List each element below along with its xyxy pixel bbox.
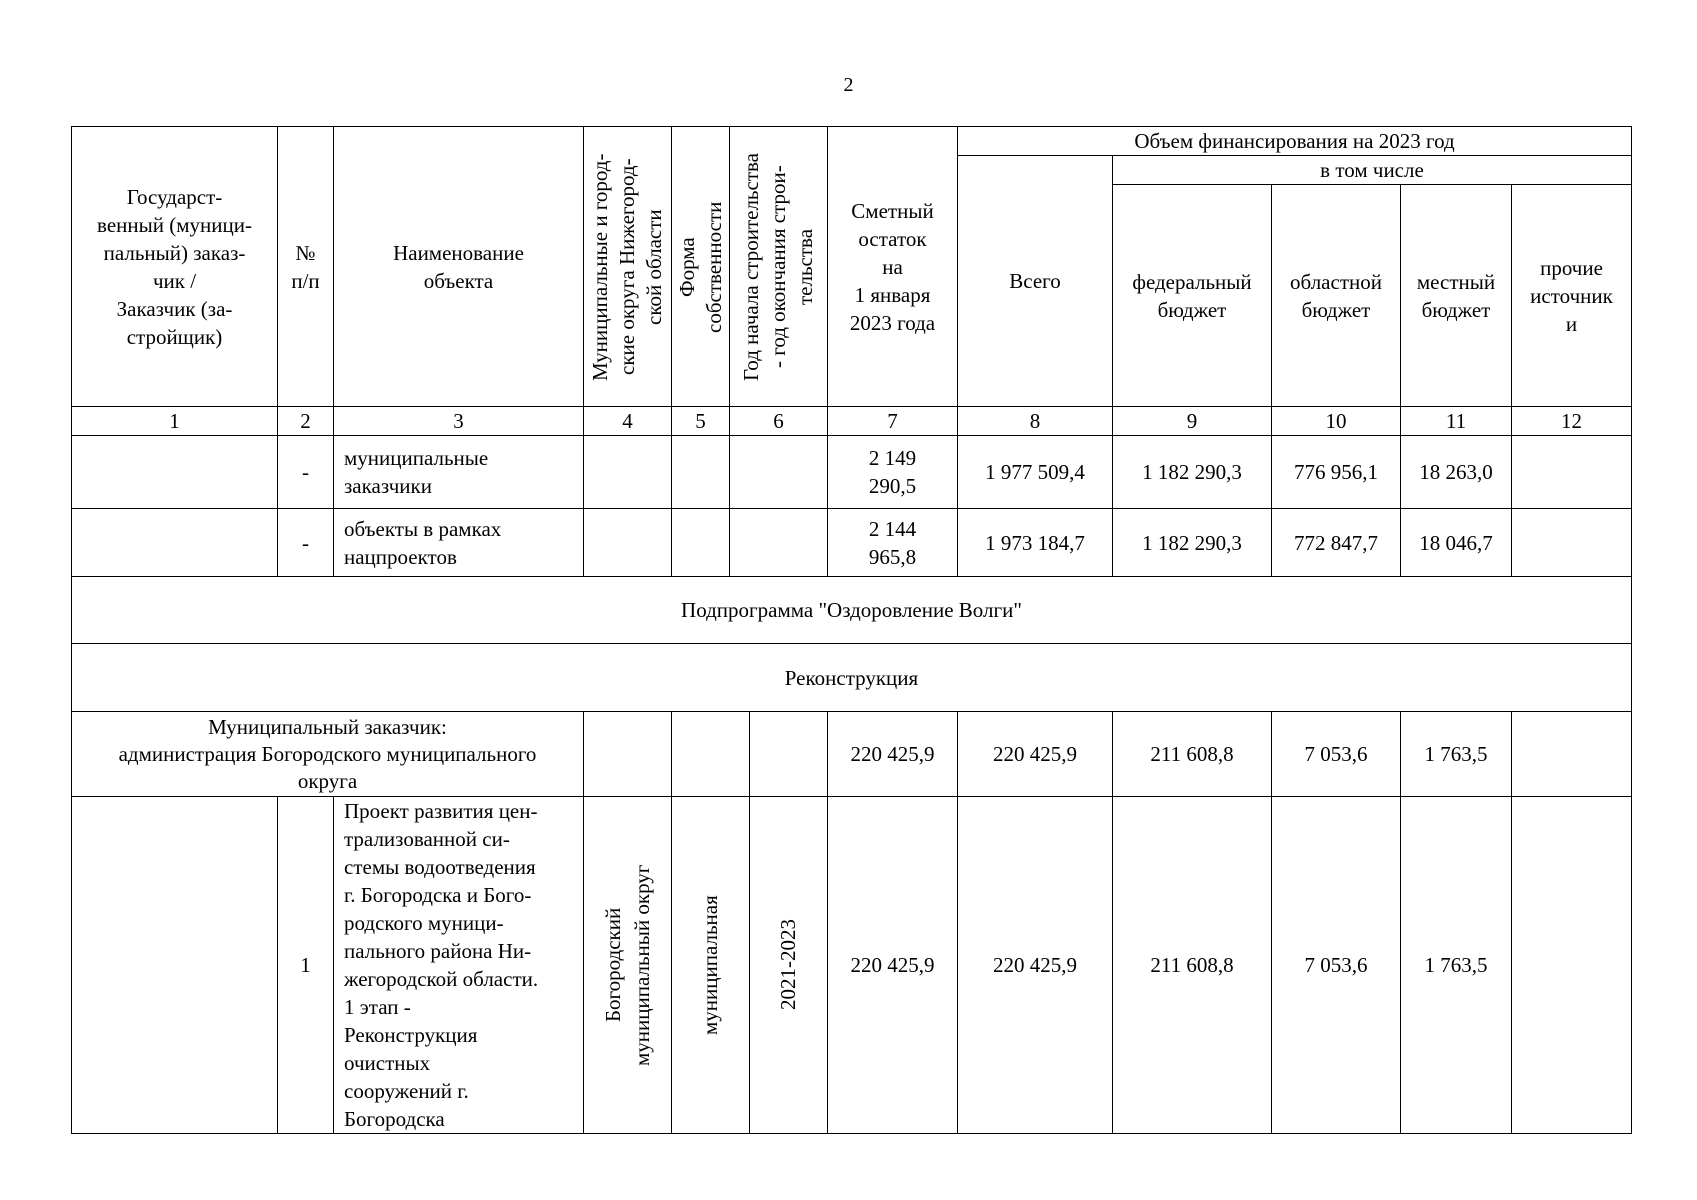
object-name: объекты в рамках нацпроектов (334, 509, 584, 577)
col-number: 8 (958, 407, 1113, 436)
header-funding-title: Объем финансирования на 2023 год (958, 127, 1632, 156)
header-ownership: Форма собственности (672, 127, 730, 407)
page-number: 2 (843, 74, 854, 96)
header-including: в том числе (1113, 156, 1632, 185)
district-value: Богородский муниципальный округ (584, 797, 672, 1134)
financing-table (71, 126, 1632, 1134)
col-number: 7 (828, 407, 958, 436)
col-number: 3 (334, 407, 584, 436)
header-object-name: Наименование объекта (334, 127, 584, 407)
header-number: № п/п (278, 127, 334, 407)
regional-value: 772 847,7 (1272, 509, 1401, 577)
customer-row (72, 712, 1632, 797)
column-numbers-row (72, 407, 1632, 436)
header-balance: Сметный остаток на 1 января 2023 года (828, 127, 958, 407)
federal-value: 1 182 290,3 (1113, 509, 1272, 577)
balance-value: 2 149 290,5 (828, 436, 958, 509)
total-value: 220 425,9 (958, 712, 1113, 797)
federal-value: 211 608,8 (1113, 797, 1272, 1134)
header-total: Всего (958, 156, 1113, 407)
col-number: 6 (730, 407, 828, 436)
col-number: 11 (1401, 407, 1512, 436)
col-number: 2 (278, 407, 334, 436)
local-value: 18 263,0 (1401, 436, 1512, 509)
header-district: Муниципальные и город- ские округа Нижегород- ской области (584, 127, 672, 407)
col-number: 10 (1272, 407, 1401, 436)
regional-value: 7 053,6 (1272, 797, 1401, 1134)
section-heading: Реконструкция (72, 644, 1632, 712)
regional-value: 776 956,1 (1272, 436, 1401, 509)
balance-value: 2 144 965,8 (828, 509, 958, 577)
col-number: 9 (1113, 407, 1272, 436)
table-row (72, 509, 1632, 577)
object-name: муниципальные заказчики (334, 436, 584, 509)
object-name: Проект развития цен- трализованной си- стемы водоотведения г. Богородска и Бого- родского муници- пального района Ни- жегородской области. 1 этап - Реконструкция очистных сооружений г. Богородска (334, 797, 584, 1134)
local-value: 1 763,5 (1401, 712, 1512, 797)
header-federal: федеральный бюджет (1113, 185, 1272, 407)
customer-name: Муниципальный заказчик: администрация Богородского муниципального округа (72, 712, 584, 797)
total-value: 1 973 184,7 (958, 509, 1113, 577)
col-number: 5 (672, 407, 730, 436)
local-value: 18 046,7 (1401, 509, 1512, 577)
header-customer: Государст- венный (муници- пальный) заказ- чик / Заказчик (за- стройщик) (72, 127, 278, 407)
subprogram-heading: Подпрограмма "Оздоровление Волги" (72, 577, 1632, 644)
header-years: Год начала строительства - год окончания строи- тельства (730, 127, 828, 407)
federal-value: 1 182 290,3 (1113, 436, 1272, 509)
header-regional: областной бюджет (1272, 185, 1401, 407)
row-number: - (278, 436, 334, 509)
header-local: местный бюджет (1401, 185, 1512, 407)
total-value: 220 425,9 (958, 797, 1113, 1134)
row-number: - (278, 509, 334, 577)
regional-value: 7 053,6 (1272, 712, 1401, 797)
years-value: 2021-2023 (750, 797, 828, 1134)
col-number: 12 (1512, 407, 1632, 436)
header-other: прочие источник и (1512, 185, 1632, 407)
row-number: 1 (278, 797, 334, 1134)
table-row (72, 436, 1632, 509)
federal-value: 211 608,8 (1113, 712, 1272, 797)
ownership-value: муниципальная (672, 797, 750, 1134)
balance-value: 220 425,9 (828, 712, 958, 797)
balance-value: 220 425,9 (828, 797, 958, 1134)
col-number: 1 (72, 407, 278, 436)
col-number: 4 (584, 407, 672, 436)
table-row (72, 797, 1632, 1134)
total-value: 1 977 509,4 (958, 436, 1113, 509)
local-value: 1 763,5 (1401, 797, 1512, 1134)
